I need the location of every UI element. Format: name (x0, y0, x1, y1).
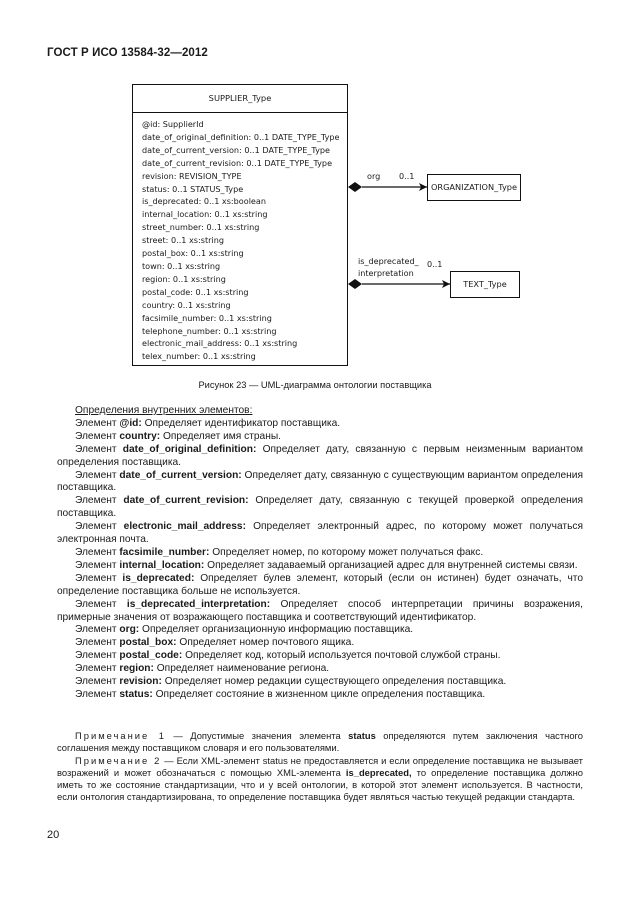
definition-text: Определяет организационную информацию поставщика. (139, 624, 414, 636)
text-composition-diamond (348, 279, 362, 289)
definition-prefix: Элемент (75, 495, 124, 507)
definition-prefix: Элемент (75, 598, 127, 610)
org-composition-diamond (348, 182, 362, 192)
org-role-label: org (367, 171, 381, 181)
definition-item (57, 650, 583, 663)
definition-term: electronic_mail_address: (123, 521, 246, 533)
note-item (57, 755, 583, 803)
attribute: region: 0..1 xs:string (142, 273, 226, 284)
definition-prefix: Элемент (75, 572, 123, 584)
definition-text: Определяет дату, связанную с существующим вариантом определения поставщика. (57, 469, 583, 494)
standard-header: ГОСТ Р ИСО 13584-32—2012 (47, 47, 208, 59)
definition-text: Определяет идентификатор поставщика. (141, 417, 341, 429)
attribute: country: 0..1 xs:string (142, 299, 231, 310)
definition-term: @id: (119, 417, 142, 429)
definition-text: Определяет булев элемент, который (если он истинен) будет означать, что определение поставщика больше не используется. (57, 572, 584, 597)
definition-item (57, 521, 583, 547)
attribute: revision: REVISION_TYPE (142, 170, 242, 181)
definition-item (57, 547, 583, 560)
definition-prefix: Элемент (75, 521, 124, 533)
definition-term: revision: (119, 676, 162, 688)
attribute: internal_location: 0..1 xs:string (142, 209, 268, 220)
page-number: 20 (47, 829, 60, 841)
attribute: is_deprecated: 0..1 xs:boolean (142, 196, 267, 207)
attribute: telephone_number: 0..1 xs:string (142, 325, 277, 336)
definition-item (57, 444, 583, 470)
attribute: @id: SupplierId (142, 119, 204, 129)
organization-type-class: ORGANIZATION_Type (427, 174, 521, 201)
text-role-label-line1: is_deprecated_ (358, 256, 419, 266)
attribute: date_of_original_definition: 0..1 DATE_TYPE_Type (142, 131, 340, 142)
class-name: SUPPLIER_Type (133, 85, 347, 113)
definition-term: is_deprecated_interpretation: (126, 598, 271, 610)
text-type-class: TEXT_Type (450, 271, 520, 298)
definition-item (57, 418, 583, 431)
figure-caption: Рисунок 23 — UML-диаграмма онтологии поставщика (198, 380, 432, 390)
definition-item (57, 495, 583, 521)
definition-term: date_of_current_version: (119, 469, 242, 481)
attribute: status: 0..1 STATUS_Type (142, 183, 244, 194)
attribute: town: 0..1 xs:string (142, 260, 221, 271)
definition-term: is_deprecated: (122, 572, 195, 584)
definition-term: region: (119, 663, 154, 675)
attribute: street: 0..1 xs:string (142, 235, 224, 246)
definition-text: Определяет код, который используется почтовой службой страны. (182, 650, 501, 662)
definition-item (57, 624, 583, 637)
definition-term: country: (119, 430, 161, 442)
definition-term: facsimile_number: (119, 546, 210, 558)
text-multiplicity-label: 0..1 (427, 259, 443, 269)
definition-prefix: Элемент (75, 559, 120, 571)
attribute: facsimile_number: 0..1 xs:string (142, 312, 272, 323)
definition-item (57, 637, 583, 650)
attribute: electronic_mail_address: 0..1 xs:string (142, 338, 298, 349)
definition-prefix: Элемент (75, 624, 120, 636)
definition-text: Определяет наименование региона. (153, 663, 330, 675)
definition-text: Определяет состояние в жизненном цикле определения поставщика. (152, 688, 486, 700)
attribute: date_of_current_revision: 0..1 DATE_TYPE_Type (142, 157, 333, 168)
definition-item (57, 431, 583, 444)
note-label: Примечание 2 (75, 755, 162, 767)
attribute: telex_number: 0..1 xs:string (142, 351, 256, 362)
definition-text: Определяет номер редакции существующего определения поставщика. (161, 676, 507, 688)
attribute: date_of_current_version: 0..1 DATE_TYPE_Type (142, 144, 330, 155)
definition-prefix: Элемент (75, 663, 120, 675)
definition-prefix: Элемент (75, 430, 120, 442)
definition-item (57, 470, 583, 496)
definition-term: postal_box: (119, 637, 177, 649)
definition-item (57, 599, 583, 625)
definition-text: Определяет дату, связанную с текущей проверкой определения поставщика. (57, 495, 583, 520)
definition-prefix: Элемент (75, 676, 120, 688)
definition-term: date_of_current_revision: (123, 495, 249, 507)
definition-text: Определяет дату, связанную с первым неизменным вариантом определения поставщика. (57, 443, 583, 468)
definition-item (57, 560, 583, 573)
note-term: is_deprecated, (345, 767, 412, 779)
definition-term: org: (119, 624, 140, 636)
definition-prefix: Элемент (75, 650, 120, 662)
note-term: status (348, 730, 376, 741)
definition-prefix: Элемент (75, 637, 120, 649)
definition-text: Определяет задаваемый организацией адрес для внутренней системы связи. (204, 559, 578, 571)
definition-item (57, 573, 583, 599)
definition-prefix: Элемент (75, 546, 120, 558)
definition-prefix: Элемент (75, 469, 120, 481)
definitions-heading: Определения внутренних элементов: (75, 405, 253, 416)
note-text: то определение поставщика должно иметь то же состояние стандартизации, что и у всей онтологии, в которой этот элемент используется. В частности, если онтология стандартизирована, то определение поставщика будет являться частью текущей редакции стандарта. (57, 767, 583, 803)
note-text: определяются путем заключения частного соглашения между поставщиком словаря и его пользователями. (57, 730, 583, 754)
org-multiplicity-label: 0..1 (399, 171, 415, 181)
definition-prefix: Элемент (75, 443, 123, 455)
note-label: Примечание 1 (75, 730, 166, 741)
class-attributes (133, 113, 347, 363)
definition-prefix: Элемент (75, 688, 120, 700)
note-item (57, 730, 583, 754)
definition-term: postal_code: (119, 650, 183, 662)
definition-text: Определяет номер, по которому может получаться факс. (209, 546, 484, 558)
supplier-type-class (132, 84, 348, 366)
definition-item (57, 676, 583, 689)
definition-term: status: (119, 688, 153, 700)
definitions-section (57, 405, 583, 702)
text-role-label-line2: interpretation (358, 268, 414, 278)
note-text: — Допустимые значения элемента (165, 730, 349, 741)
definition-text: Определяет имя страны. (160, 430, 281, 442)
definition-text: Определяет способ интерпретации причины возражения, примерные значения от возражающего поставщика и соответствующий идентификатор. (57, 598, 583, 623)
definition-prefix: Элемент (75, 417, 120, 429)
definition-item (57, 663, 583, 676)
attribute: postal_code: 0..1 xs:string (142, 286, 249, 297)
attribute: postal_box: 0..1 xs:string (142, 248, 244, 259)
attribute: street_number: 0..1 xs:string (142, 222, 260, 233)
note-text: — Если XML-элемент status не предоставляется и если определение поставщика не вызывает возражений и может обозначаться с помощью XML-элемента (57, 755, 583, 779)
definition-text: Определяет номер почтового ящика. (176, 637, 355, 649)
definition-term: internal_location: (119, 559, 205, 571)
definition-text: Определяет электронный адрес, по которому может получаться электронная почта. (57, 521, 583, 546)
notes-section (57, 730, 583, 805)
definition-item (57, 689, 583, 702)
definition-term: date_of_original_definition: (122, 443, 257, 455)
